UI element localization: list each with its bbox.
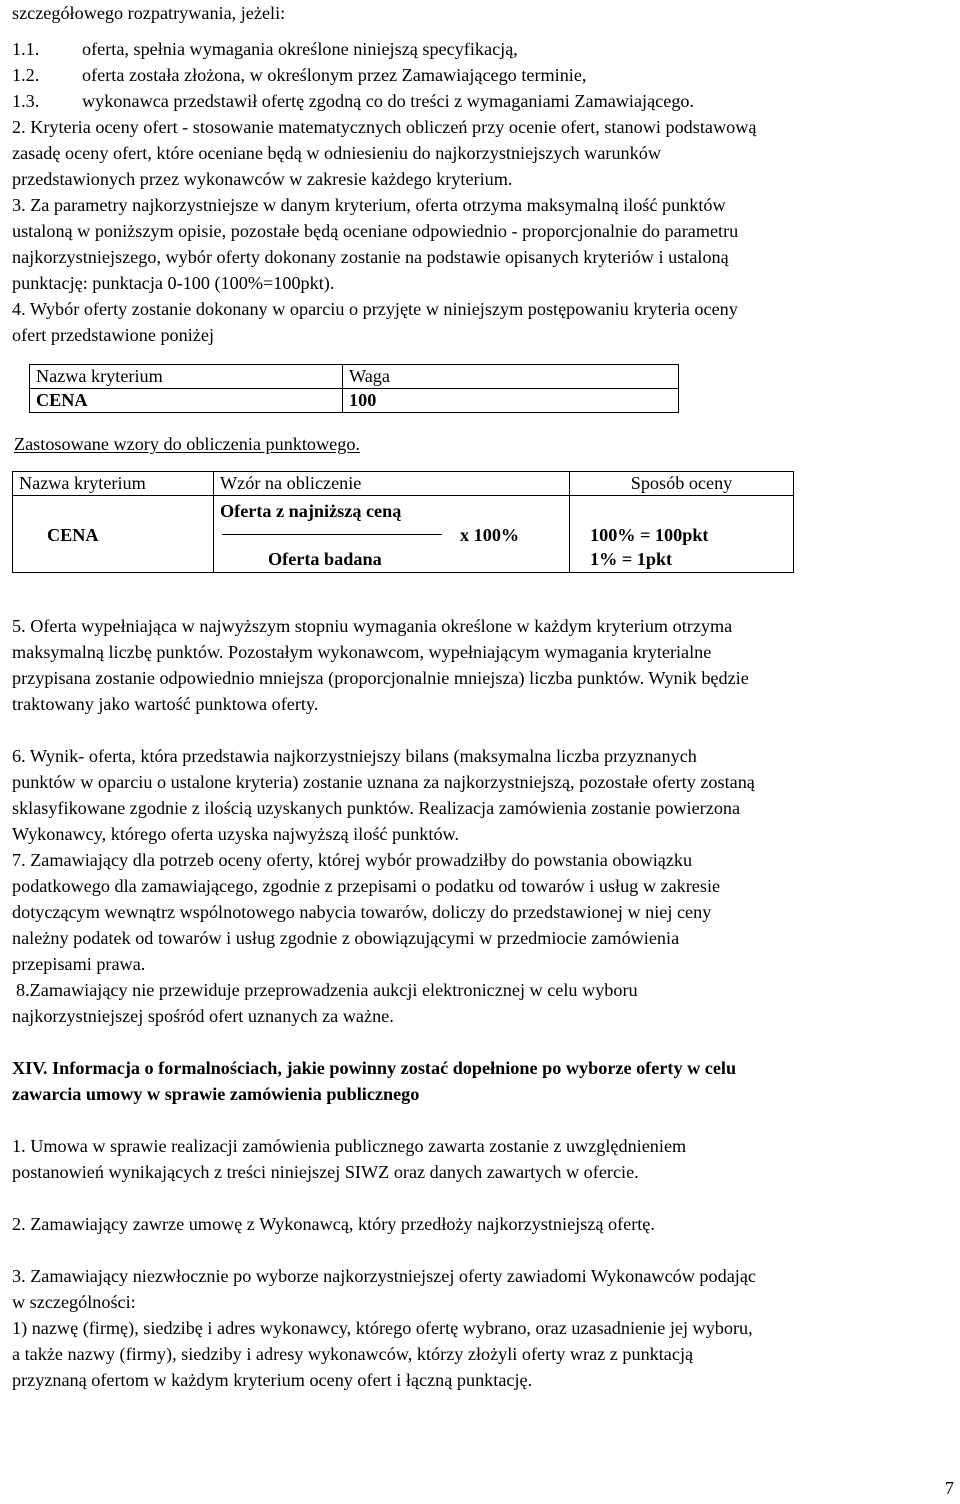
table-cell [570,496,794,573]
text-line: najkorzystniejszego, wybór oferty dokonany zostanie na podstawie opisanych kryteriów i ustaloną [12,247,729,267]
condition-number: 1.3. [12,91,40,111]
text-line: należny podatek od towarów i usług zgodnie z obowiązującymi w przedmiocie zamówienia [12,928,680,948]
text-line: 3. Zamawiający niezwłocznie po wyborze najkorzystniejszej oferty zawiadomi Wykonawców podając [12,1266,756,1286]
condition-number: 1.1. [12,39,40,59]
section-paragraph-3 [12,1263,952,1393]
table-header-row [30,365,679,389]
formulas-heading: Zastosowane wzory do obliczenia punktowego. [14,434,360,454]
paragraph-8 [12,977,952,1029]
section-heading [12,1055,952,1107]
table-header-cell: Nazwa kryterium [13,472,214,496]
condition-number: 1.2. [12,65,40,85]
text-line: 3. Za parametry najkorzystniejsze w danym kryterium, oferta otrzyma maksymalną ilość punktów [12,195,726,215]
text-line: postanowień wynikających z treści niniejszej SIWZ oraz danych zawartych w ofercie. [12,1162,639,1182]
paragraph-3 [12,192,952,296]
text-line: podatkowego dla zamawiającego, zgodnie z przepisami o podatku od towarów i usług w zakresie [12,876,721,896]
text-line: w szczególności: [12,1292,136,1312]
document-page [12,0,952,1393]
paragraph-2 [12,114,952,192]
text-line: przyznaną ofertom w każdym kryterium oceny ofert i łączną punktację. [12,1370,533,1390]
table-header-cell: Sposób oceny [570,472,794,496]
text-line: przedstawionych przez wykonawców w zakresie każdego kryterium. [12,169,513,189]
scale-line: 1% = 1pkt [590,549,673,569]
text-line: punktów w oparciu o ustalone kryteria) zostanie uznana za najkorzystniejszą, pozostałe oferty zostaną [12,772,755,792]
formula-table [12,471,794,573]
condition-text: oferta, spełnia wymagania określone niniejszą specyfikacją, [82,39,518,59]
text-line: Wykonawcy, którego oferta uzyska najwyższą ilość punktów. [12,824,460,844]
table-cell [13,496,214,573]
text-line: ustaloną w poniższym opisie, pozostałe będą oceniane odpowiednio - proporcjonalnie do parametru [12,221,739,241]
formula-denominator: Oferta badana [268,549,382,569]
formula-cell [214,496,570,573]
section-paragraph-1 [12,1133,952,1185]
text-line: ofert przedstawione poniżej [12,325,214,345]
table-header-cell: Waga [343,365,679,389]
section-paragraph-2: 2. Zamawiający zawrze umowę z Wykonawcą, który przedłoży najkorzystniejszą ofertę. [12,1214,655,1234]
text-line: najkorzystniejszej spośród ofert uznanych za ważne. [12,1006,394,1026]
text-line: 5. Oferta wypełniająca w najwyższym stopniu wymagania określone w każdym kryterium otrzyma [12,616,733,636]
text-line: przepisami prawa. [12,954,146,974]
text-line: dotyczącym wewnątrz wspólnotowego nabycia towarów, doliczy do przedstawionej w niej ceny [12,902,712,922]
text-line: sklasyfikowane zgodnie z ilością uzyskanych punktów. Realizacja zamówienia zostanie powierzona [12,798,741,818]
text-line: 2. Kryteria oceny ofert - stosowanie matematycznych obliczeń przy ocenie ofert, stanowi podstawową [12,117,757,137]
table-header-row [13,472,794,496]
paragraph-5 [12,613,952,717]
condition-item [12,36,952,62]
text-line: a także nazwy (firmy), siedziby i adresy wykonawców, którzy złożyli oferty wraz z punktacją [12,1344,694,1364]
condition-item [12,62,952,88]
text-line: XIV. Informacja o formalnościach, jakie powinny zostać dopełnione po wyborze oferty w celu [12,1058,737,1078]
criteria-table [29,364,679,413]
text-line: maksymalną liczbę punktów. Pozostałym wykonawcom, wypełniającym wymagania kryterialne [12,642,712,662]
text-line: traktowany jako wartość punktowa oferty. [12,694,319,714]
table-header-cell: Wzór na obliczenie [214,472,570,496]
text-line: 1) nazwę (firmę), siedzibę i adres wykonawcy, którego ofertę wybrano, oraz uzasadnienie jej wyboru, [12,1318,753,1338]
table-cell: CENA [30,389,343,413]
text-line: 8.Zamawiający nie przewiduje przeprowadzenia aukcji elektronicznej w celu wyboru [16,980,638,1000]
text-line: 4. Wybór oferty zostanie dokonany w oparciu o przyjęte w niniejszym postępowaniu kryteria oceny [12,299,738,319]
formula-multiplier: x 100% [460,525,520,545]
text-line: 1. Umowa w sprawie realizacji zamówienia publicznego zawarta zostanie z uwzględnieniem [12,1136,687,1156]
text-line: 6. Wynik- oferta, która przedstawia najkorzystniejszy bilans (maksymalna liczba przyznanych [12,746,697,766]
condition-text: wykonawca przedstawił ofertę zgodną co do treści z wymaganiami Zamawiającego. [82,91,695,111]
text-line: zawarcia umowy w sprawie zamówienia publicznego [12,1084,420,1104]
paragraph-6 [12,743,952,847]
formula-numerator: Oferta z najniższą ceną [220,501,402,521]
table-header-cell: Nazwa kryterium [30,365,343,389]
condition-text: oferta została złożona, w określonym przez Zamawiającego terminie, [82,65,587,85]
fraction-bar [222,534,442,535]
table-row [13,496,794,573]
criterion-name: CENA [47,525,99,545]
conditions-list [12,36,952,114]
text-line: punktację: punktacja 0-100 (100%=100pkt). [12,273,335,293]
paragraph-7 [12,847,952,977]
text-line: przypisana zostanie odpowiednio mniejsza (proporcjonalnie mniejsza) liczba punktów. Wynik będzie [12,668,749,688]
text-line: 7. Zamawiający dla potrzeb oceny oferty, której wybór prowadziłby do powstania obowiązku [12,850,693,870]
table-row [30,389,679,413]
text-line: zasadę oceny ofert, które oceniane będą w odniesieniu do najkorzystniejszych warunków [12,143,661,163]
scale-line: 100% = 100pkt [590,525,709,545]
intro-line: szczegółowego rozpatrywania, jeżeli: [12,3,286,23]
page-number: 7 [944,1478,954,1498]
table-cell: 100 [343,389,679,413]
condition-item [12,88,952,114]
paragraph-4 [12,296,952,348]
